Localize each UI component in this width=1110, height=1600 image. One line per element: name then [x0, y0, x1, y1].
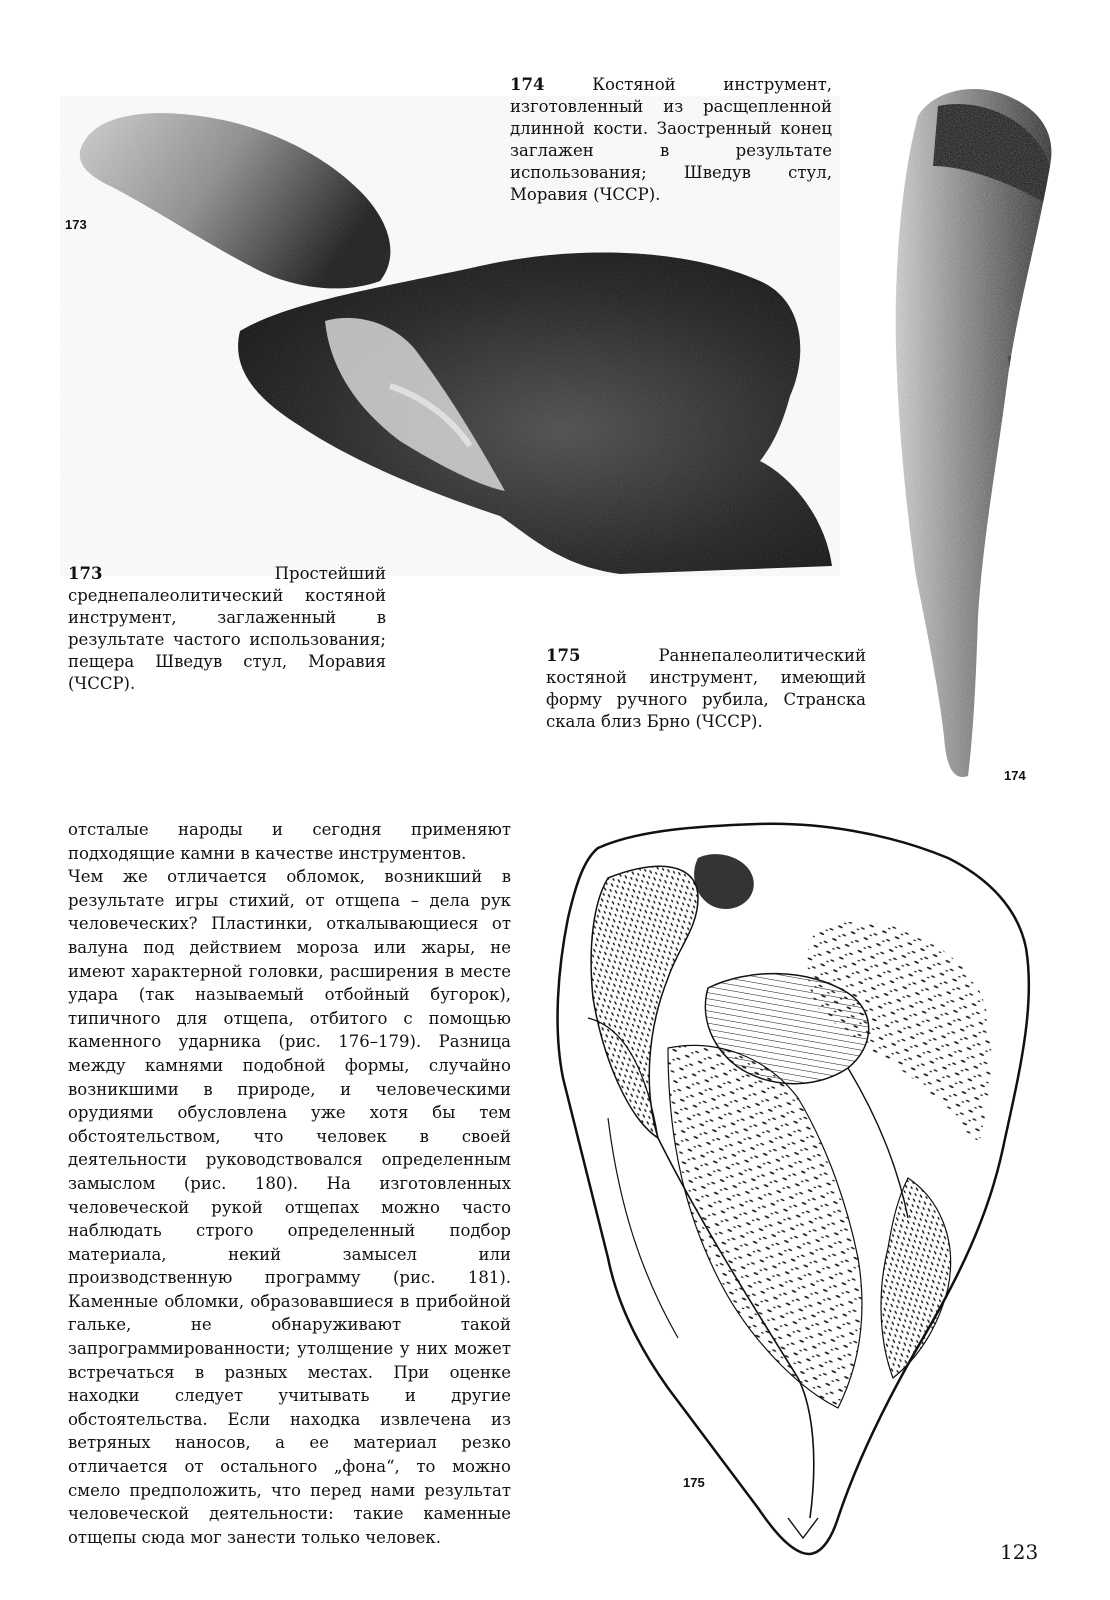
figure-174-label: 174	[1004, 768, 1026, 783]
figure-175-label: 175	[683, 1475, 705, 1490]
caption-175-text: Раннепалеолитический костяной инструмент, имеющий форму ручного рубила, Странска скала близ Брно (ЧССР).	[546, 646, 866, 731]
caption-174	[510, 74, 832, 206]
caption-173-text: Простейший среднепалеолитический костяной инструмент, заглаженный в результате частого использования; пещера Шведув стул, Моравия (ЧССР).	[68, 564, 386, 693]
caption-175-number: 175	[546, 646, 581, 665]
caption-174-number: 174	[510, 75, 545, 94]
caption-175	[546, 645, 866, 733]
figure-173-label: 173	[65, 217, 87, 232]
body-paragraph: Чем же отличается обломок, возникший в результате игры стихий, от отщепа – дела рук человеческих? Пластинки, откалывающиеся от валуна под действием мороза или жары, не имеют характерной головки, расширения в месте удара (так называемый отбойный бугорок), типичного для отщепа, отбитого с помощью каменного ударника (рис. 176–179). Разница между камнями подобной формы, случайно возникшими в природе, и человеческими орудиями обусловлена уже хотя бы тем обстоятельством, что человек в своей деятельности руководствовался определенным замыслом (рис. 180). На изготовленных человеческой рукой отщепах можно часто наблюдать строго определенный подбор материала, некий замысел или производственную программу (рис. 181). Каменные обломки, образовавшиеся в прибойной гальке, не обнаруживают такой запрограммированности; утолщение у них может встречаться в разных местах. При оценке находки следует учитывать и другие обстоятельства. Если находка извлечена из ветряных наносов, а ее материал резко отличается от остального „фона“, то можно смело предположить, что перед нами результат человеческой деятельности: такие каменные отщепы сюда мог занести только человек.	[68, 867, 511, 1547]
figure-175-drawing	[548, 818, 1040, 1570]
body-paragraph: отсталые народы и сегодня применяют подходящие камни в качестве инструментов.	[68, 820, 511, 863]
figure-174-photo	[878, 76, 1058, 788]
page-number: 123	[1000, 1540, 1039, 1564]
caption-173	[68, 563, 386, 695]
body-text	[68, 818, 511, 1549]
caption-173-number: 173	[68, 564, 103, 583]
caption-174-text: Костяной инструмент, изготовленный из расщепленной длинной кости. Заостренный конец заглажен в результате использования; Шведув стул, Моравия (ЧССР).	[510, 75, 832, 204]
